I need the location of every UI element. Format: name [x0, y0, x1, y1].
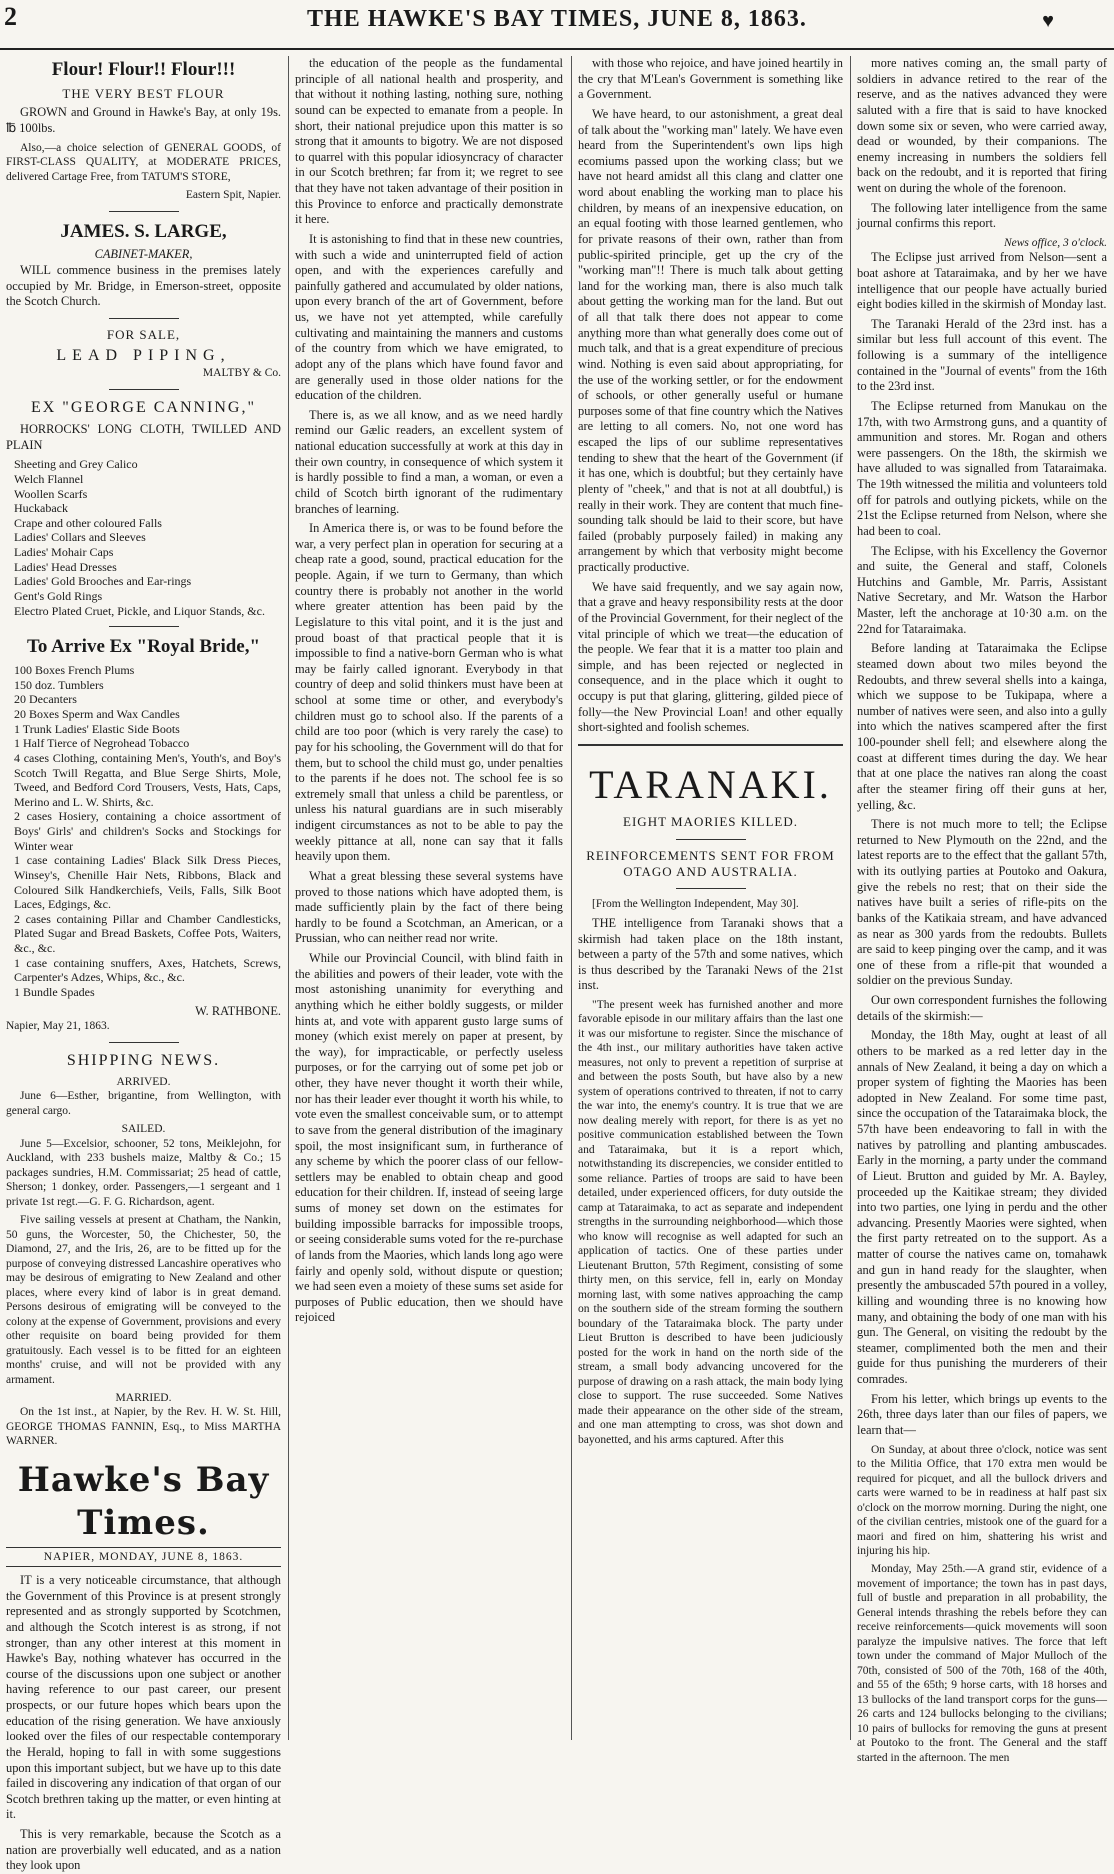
- list-item: Welch Flannel: [14, 471, 84, 486]
- divider: [109, 211, 179, 212]
- editorial-paragraph: There is, as we all know, and as we need hardly remind our Gælic readers, an excellent system of national education successfully at work at this day in their own country, in consequence of which system it is hardly possible to find a man, a woman, or even a child of Scotch birth ignorant of the rudimentary branches of learning.: [295, 407, 563, 516]
- editorial-paragraph: What a great blessing these several systems have proved to those nations which have adopted them, is made sufficiently plain by the fact of there being hardly to be found a Scotchman, an American, or a Prussian, who can neither read nor write.: [295, 868, 563, 946]
- taranaki-section: [578, 744, 843, 1447]
- flour-ad-also: Also,—a choice selection of GENERAL GOODS, of FIRST-CLASS QUALITY, at MODERATE PRICES, delivered Cartage Free, from TATUM'S STORE,: [6, 141, 281, 183]
- vessels-text: Five sailing vessels at present at Chatham, the Nankin, 50 guns, the Worcester, 50, the Chichester, 50, the Diamond, 27, and the Iris, 26, are to be fitted up for the purpose of conveying distressed Lancashire operatives who may be desirous of emigrating to New Zealand and other places, where every kind of labor is in great demand. Persons desirous of emigrating will be conveyed to the colony at the expense of Government, provisions and every other requisite on board being provided for them gratuitously. Each vessel is to be fitted for an eighteen months' cruise, and will not be provided with any armament.: [6, 1214, 281, 1386]
- canning-ad-list: [14, 457, 281, 618]
- paper-date: NAPIER, MONDAY, JUNE 8, 1863.: [6, 1547, 281, 1567]
- list-item: Ladies' Mohair Caps: [14, 545, 114, 560]
- list-item: Crape and other coloured Falls: [14, 515, 162, 530]
- column-rule: [850, 56, 851, 1740]
- masthead-title: THE HAWKE'S BAY TIMES, JUNE 8, 1863.: [307, 6, 807, 32]
- column-2: [295, 56, 563, 1740]
- dateline: News office, 3 o'clock.: [1003, 236, 1107, 249]
- list-item: 150 doz. Tumblers: [14, 677, 104, 692]
- article-paragraph: The Eclipse returned from Manukau on the 17th, with two Armstrong guns, and a quantity of ammunition and stores. Mr. Rogan and others were passengers. On the 18th, the skirmish we have alluded to was signalled from Tataraimaka. The 19th witnessed the militia and volunteers told off for patrols and outlying pickets, while on the 21st the Eclipse returned from Nelson, where she had been to coal.: [857, 398, 1107, 538]
- list-item: Gent's Gold Rings: [14, 588, 103, 603]
- divider: [109, 1042, 179, 1043]
- column-3: [578, 56, 843, 1740]
- flour-ad-place: Eastern Spit, Napier.: [185, 189, 281, 202]
- large-ad-body: WILL commence business in the premises lately occupied by Mr. Bridge, in Emerson-street, opposite the Scotch Church.: [6, 263, 281, 309]
- divider: [109, 389, 179, 390]
- sale-ad-body: LEAD PIPING,: [56, 347, 231, 365]
- editorial-paragraph: the education of the people as the fundamental principle of all national health and prosperity, and that without it nothing lasting, nothing sure, nothing sound can be expected to emanate from a people. In short, their national prejudice upon this matter is so strong that it amounts to bigotry. We are not disposed to quarrel with this popular idiosyncracy of character in our Scotch brethren; far from it; we regret to see that they have not taken advantage of their position in this Province to enforce and practically demonstrate it here.: [295, 56, 563, 227]
- list-item: 1 case containing Ladies' Black Silk Dress Pieces, Winsey's, Chenille Hair Nets, Ribbons, Black and Coloured Silk Handkerchiefs, Veils, Falls, Silk Boot Laces, Edgings, &c.: [14, 853, 281, 912]
- editorial-paragraph: This is very remarkable, because the Scotch as a nation are proverbially well educated, and as a nation they look upon: [6, 1827, 281, 1873]
- taranaki-source: [From the Wellington Independent, May 30].: [592, 898, 799, 911]
- editorial-paragraph: IT is a very noticeable circumstance, that although the Government of this Province is at present strongly represented and as strongly supported by Scotchmen, and although the Scotch interest is as strong, if not stronger, than any other interest at this moment in Hawke's Bay, nothing whatever has occurred in the course of the discussions upon one subject or another having reference to our past career, our present prospects, or our future hopes which bears upon the education of the rising generation. We have anxiously looked over the files of our respectable contemporary the Herald, hoping to fall in with some suggestions upon this important subject, but we have up to this date failed in discovering any indication of that organ of our Scotch brethren taking up the matter, or even hinting at it.: [6, 1573, 281, 1822]
- taranaki-subheading: REINFORCEMENTS SENT FOR FROM OTAGO AND AUSTRALIA.: [586, 847, 835, 880]
- canning-ad-heading: EX "GEORGE CANNING,": [30, 398, 257, 416]
- canning-ad-intro: HORROCKS' LONG CLOTH, TWILLED AND PLAIN: [6, 422, 281, 452]
- list-item: 20 Boxes Sperm and Wax Candles: [14, 707, 180, 722]
- article-paragraph: The Eclipse just arrived from Nelson—sent a boat ashore at Tataraimaka, and by her we have intelligence that our people have actually buried eight bodies killed in the skirmish of Monday last.: [857, 250, 1107, 312]
- bride-ad-signed: W. RATHBONE.: [195, 1003, 281, 1018]
- list-item: 1 case containing snuffers, Axes, Hatchets, Screws, Carpenter's Adzes, Whips, &c., &c.: [14, 955, 281, 985]
- editorial-paragraph: We have said frequently, and we say again now, that a grave and heavy responsibility rests at the door of the Provincial Government, for their neglect of the vital principle of which we treat—the education of the people. We fear that it is a matter too plain and simple, and has been rejected or neglected in consequence, and in the place which it ought to occupy is put that glaring, glittering, gilded piece of folly—the New Provincial Loan! and other equally short-sighted and foolish schemes.: [578, 579, 843, 735]
- article-paragraph: The Eclipse, with his Excellency the Governor and suite, the General and staff, Colonels Hutchins and Gamble, Mr. Parris, Assistant Native Secretary, and Mr. Watson the Harbor Master, left the anchorage at 10·30 a.m. on the 22nd for Tataraimaka.: [857, 543, 1107, 636]
- list-item: 20 Decanters: [14, 692, 77, 707]
- editorial-paragraph: We have heard, to our astonishment, a great deal of talk about the "working man" lately. We have even heard from the Superintendent's own lips high ecomiums passed upon the working class; but we have not heard amidst all this clang and clatter one word about enabling the working man to place his children, by means of an inexpensive education, on an equal footing with those learned gentlemen, who for private reasons of their own, rather than from public-spirited principle, get up the cry of the "working man"!! There is much talk about getting land for the working man, there is also much talk about getting the working man for the land. But out of all that talk there does not appear to come anything more than what generally does come out of much talk, and that is a great expenditure of precious wind. Nothing is even said about appropriating, for the use of the working settler, or for the endowment of schools, or other generally useful or humane purposes some of that fine country which the Natives are letting to all comers. No, not one word has escaped the lips of our sublime representatives tending to shew that the heart of the Government (if it has one, which is doubtful; but they certainly have plenty of "cheek," and that is not at all doubtful,) is really in their work. They are content that much fine-sounding talk should be laid to their score, but have failed (probably purposely failed) in making any arrangement by which that verbosity might become practically productive.: [578, 106, 843, 574]
- flour-ad-body: GROWN and Ground in Hawke's Bay, at only 19s. ℔ 100lbs.: [6, 105, 281, 135]
- shipping-heading: SHIPPING NEWS.: [66, 1051, 221, 1069]
- article-paragraph: From his letter, which brings up events to the 26th, three days later than our files of papers, we learn that—: [857, 1391, 1107, 1437]
- list-item: Ladies' Collars and Sleeves: [14, 530, 146, 545]
- bride-ad-heading: To Arrive Ex "Royal Bride,": [26, 636, 261, 658]
- divider: [109, 626, 179, 627]
- taranaki-subheading: EIGHT MAORIES KILLED.: [623, 814, 798, 830]
- taranaki-heading: TARANAKI.: [589, 761, 832, 807]
- sale-ad-by: MALTBY & Co.: [202, 367, 281, 380]
- article-paragraph: The Taranaki Herald of the 23rd inst. has a similar but less full account of this event. The following is a summary of the intelligence contained in the "Journal of events" from the 16th to the 23rd inst.: [857, 316, 1107, 394]
- list-item: Huckaback: [14, 501, 68, 516]
- married-text: On the 1st inst., at Napier, by the Rev. H. W. St. Hill, GEORGE THOMAS FANNIN, Esq., to Miss MARTHA WARNER.: [6, 1406, 281, 1448]
- article-paragraph: There is not much more to tell; the Eclipse returned to New Plymouth on the 22nd, and the latest reports are to the effect that the gallant 57th, with its outlying parties at Poutoko and Oakura, give the rebels no rest; that on their side the natives have built a series of rifle-pits on the banks of the Katikaia stream, and have advanced as near as 300 yards from the redoubts. Bullets are said to keep pinging over the camp, and it was one of these from a rifle-pit that wounded a soldier on the previous Sunday.: [857, 817, 1107, 988]
- heart-icon: ♥: [1042, 10, 1054, 32]
- list-item: Electro Plated Cruet, Pickle, and Liquor Stands, &c.: [14, 603, 265, 618]
- flour-ad-heading: Flour! Flour!! Flour!!!: [51, 59, 236, 80]
- list-item: 4 cases Clothing, containing Men's, Youth's, and Boy's Scotch Twill Regatta, and Blue Serge Shirts, Mole, Tweed, and Bedford Cord Trousers, Vests, Hats, Caps, Merino and L. W. Shirts, &c.: [14, 750, 281, 809]
- article-paragraph: THE intelligence from Taranaki shows that a skirmish had taken place on the 18th instant, between a party of the 57th and some natives, which is thus described by the Taranaki News of the 21st inst.: [578, 915, 843, 993]
- list-item: Ladies' Head Dresses: [14, 559, 117, 574]
- article-paragraph: The following later intelligence from the same journal confirms this report.: [857, 200, 1107, 231]
- editorial-paragraph: While our Provincial Council, with blind faith in the abilities and powers of their leader, vote with the most astonishing unanimity for everything and anything which he either boldly suggests, or milder hints at, and vote with apparent gusto large sums of money (which exist merely on paper at present, by the way), for impracticable, or perfectly useless purposes, or for the carrying out of some pet job or other, they have never thought it worth their while, nor has their leader ever thought it worth his while, to vote even the smallest conceivable sum, or to attempt to save from the general distribution of the imaginary spoil, the most insignificant sum, in furtherance of any scheme by which the poorer class of our fellow-settlers may be enabled to obtain cheap and good education for their children. If, instead of seeing large sums of money set down on the estimates for building impossible barracks for impossible troops, or seeing considerable sums voted for the re-purchase of lands from the Maories, which lands long ago were fairly and openly sold, without dispute or question; we had seen even a moiety of these sums set aside for purposes of Public education, then we should have rejoiced: [295, 951, 563, 1325]
- editorial-paragraph: In America there is, or was to be found before the war, a very perfect plan in operation for securing at a cheap rate a good, sound, practical education for the people. Again, if we turn to Germany, than which country there is probably not another in the world where greater attention has been paid by the Legislature to this vital point, and it is the just and proud boast of that practical people that it is impossible to find a native-born German who is what may be fairly called ignorant. Everybody in that country of deep and solid thinkers must have been at school at some time or other, and everybody's children must go to school also. If the parents of a child are too poor (which is very rarely the case) to pay for his schooling, the Government will do that for them, but to school the child must go, under penalties to the parents if he does not. The school fee is so extremely small that unless a child be parentless, or unless his natural guardians are in such miserably indigent circumstances as not to be able to pay the weekly pittance at all, none can say that it falls heavily upon them.: [295, 521, 563, 864]
- masthead: [0, 0, 1114, 50]
- divider: [109, 318, 179, 319]
- list-item: Sheeting and Grey Calico: [14, 457, 138, 472]
- column-rule: [288, 56, 289, 1740]
- article-paragraph: Monday, May 25th.—A grand stir, evidence of a movement of importance; the town has in past days, full of bustle and preparation in all probability, the General intends thrashing the rebels before they can receive reinforcements—quick movements will soon paralyze the impulsive natives. The force that left town under the command of Major Mulloch of the 70th, consisted of 500 of the 70th, 168 of the 40th, and 55 of the 65th; 9 horse carts, with 18 horses and 13 bullocks of the land transport corps for the guns—26 carts and 124 bullocks belonging to the civilians; 10 pairs of bullocks for removing the guns at present at Poutoko to the front. The General and the staff started in the afternoon. The men: [857, 1563, 1107, 1764]
- article-paragraph: more natives coming an, the small party of soldiers in advance retired to the rear of the reserve, and as the natives advanced they were saluted with a fire that is said to have knocked down some six or seven, who were carried away, dead or wounded, by their companions. The enemy increasing in numbers the soldiers fell back on the redoubt, and it is reported that firing went on during the whole of the forenoon.: [857, 56, 1107, 195]
- article-paragraph: "The present week has furnished another and more favorable episode in our military affairs than the last one it was our misfortune to register. Since the mischance of the 4th inst., our military authorities have taken active measures, not only to prevent a repetition of surprise at and between the posts South, but have also by a new system of operations contrived to threaten, if not to carry the war into, the enemy's country. It is true that we are now dealing merely with report, for there is as yet no positive communication established between the Town and Tataraimaka, but it is a report which, notwithstanding its discrepencies, we consider entitled to some reliance. Parties of troops are said to have been detailed, under experienced officers, for duty outside the camp at Tataraimaka, to act as separate and independent strengths in the surrounding neighborhood—which those who know will recognise as well adapted for such an application of tactics. One of these parties under Lieutenant Brutton, 57th Regiment, consisting of some thirty men, on this service, fell in, early on Monday morning last, with some natives approaching the camp on the southern side of the stream forming the southern boundary of the Tataraimaka block. The party under Lieut Brutton is described to have been judiciously posted for the work in hand on the north side of the stream, a small body advancing uncovered for the purpose of drawing on a rash attack, the main body lying close to support. The ruse succeeded. Some Natives made their appearance on the other side of the stream, and one man attempting to cross, was shot down and bayonetted, and his arms captured. After this: [578, 999, 843, 1446]
- column-rule: [571, 56, 572, 1740]
- large-ad-heading: JAMES. S. LARGE,: [60, 220, 227, 242]
- list-item: 1 Half Tierce of Negrohead Tobacco: [14, 736, 190, 751]
- list-item: Woollen Scarfs: [14, 486, 88, 501]
- bride-ad-list: [14, 663, 281, 999]
- divider: [676, 888, 746, 889]
- arrived-label: ARRIVED.: [116, 1075, 171, 1088]
- article-paragraph: Before landing at Tataraimaka the Eclipse steamed down about two miles beyond the Redoubts, and threw several shells into a kainga, which we suppose to be Tukipapa, where a number of natives were seen, and also into a gully into which the natives scampered after the first 100-pounder shell fell; and elsewhere along the coast at different times during the day. We hear that at one place the natives ran along the coast after the steamer firing off their guns at her, yelling, &c.: [857, 641, 1107, 812]
- article-paragraph: On Sunday, at about three o'clock, notice was sent to the Militia Office, that 170 extra men would be required for picquet, and all the bullock drivers and carts were warned to be in readiness at half past six o'clock on the morrow morning. During the night, one of the civilian centries, mistook one of the guard for a maori and fired on him, shattering his wrist and injuring his hip.: [857, 1443, 1107, 1557]
- married-label: MARRIED.: [115, 1391, 172, 1404]
- list-item: 2 cases Hosiery, containing a choice assortment of Boys' Girls' and children's Socks and Stockings for Winter wear: [14, 809, 281, 853]
- column-1: [6, 56, 281, 1873]
- list-item: 100 Boxes French Plums: [14, 663, 135, 678]
- divider: [676, 839, 746, 840]
- sale-ad-heading: FOR SALE,: [106, 326, 181, 342]
- editorial-paragraph: with those who rejoice, and have joined heartily in the cry that M'Lean's Government is something like a Government.: [578, 56, 843, 102]
- bride-ad-date: Napier, May 21, 1863.: [6, 1020, 110, 1033]
- list-item: Ladies' Gold Brooches and Ear-rings: [14, 574, 192, 589]
- list-item: 2 cases containing Pillar and Chamber Candlesticks, Plated Sugar and Bread Baskets, Coffee Pots, Waiters, &c., &c.: [14, 911, 281, 956]
- article-paragraph: Our own correspondent furnishes the following details of the skirmish:—: [857, 993, 1107, 1023]
- paper-title: Hawke's Bay Times.: [17, 1459, 270, 1543]
- list-item: 1 Bundle Spades: [14, 984, 95, 999]
- sailed-text: June 5—Excelsior, schooner, 52 tons, Meiklejohn, for Auckland, with 233 bushels maize, Maltby & Co.; 15 packages sundries, H.M. Commissariat; 25 head of cattle, Sherson; 1 donkey, order. Passengers,—1 sergeant and 1 private 1st regt.—G. F. G. Richardson, agent.: [6, 1137, 281, 1208]
- editorial-paragraph: It is astonishing to find that in these new countries, with such a wide and uninterrupted field of action open, and with the experiences carefully and painfully gathered and accumulated by older nations, upon every branch of the art of Government, before us, we have not yet attempted, while carefully cultivating and maintaining the manners and customs of the country from which we have emigrated, to adopt any of the plans which have found favor and are generally used in those older nations for the education of the children.: [295, 231, 563, 403]
- column-4: [857, 56, 1107, 1764]
- arrived-text: June 6—Esther, brigantine, from Wellington, with general cargo.: [6, 1090, 281, 1117]
- large-ad-trade: CABINET-MAKER,: [94, 247, 193, 262]
- page-number: 2: [4, 2, 17, 31]
- flour-ad-subheading: THE VERY BEST FLOUR: [62, 85, 225, 101]
- sailed-label: SAILED.: [121, 1123, 166, 1136]
- list-item: 1 Trunk Ladies' Elastic Side Boots: [14, 721, 180, 736]
- article-paragraph: Monday, the 18th May, ought at least of all others to be marked as a red letter day in the annals of New Zealand, it being a day on which a proper system of fighting the Maories has been adopted in New Zealand. For some time past, since the occupation of the Tataraimaka block, the 57th have been endeavoring to fall in with the natives by patrolling and planting ambuscades. Early in the morning, a party under the command of Lieut. Brutton and guided by Mr. A. Bayley, proceeded up the Kaitikae stream; they divided into two parties, one lying in perdu and the other advancing. Presently Maories were sighted, when the first party retreated on to the support. As a matter of course the natives came on, tomahawk and gun in hand ready for the slaughter, when presently the ambuscaded 57th poured in a volley, killing and wounding three is no knowing how many, and obtaining the body of one man with his gun. The General, on visiting the redoubt by the steamer, complimented both the men and their guide for thus punishing the murderers of their comrades.: [857, 1028, 1107, 1387]
